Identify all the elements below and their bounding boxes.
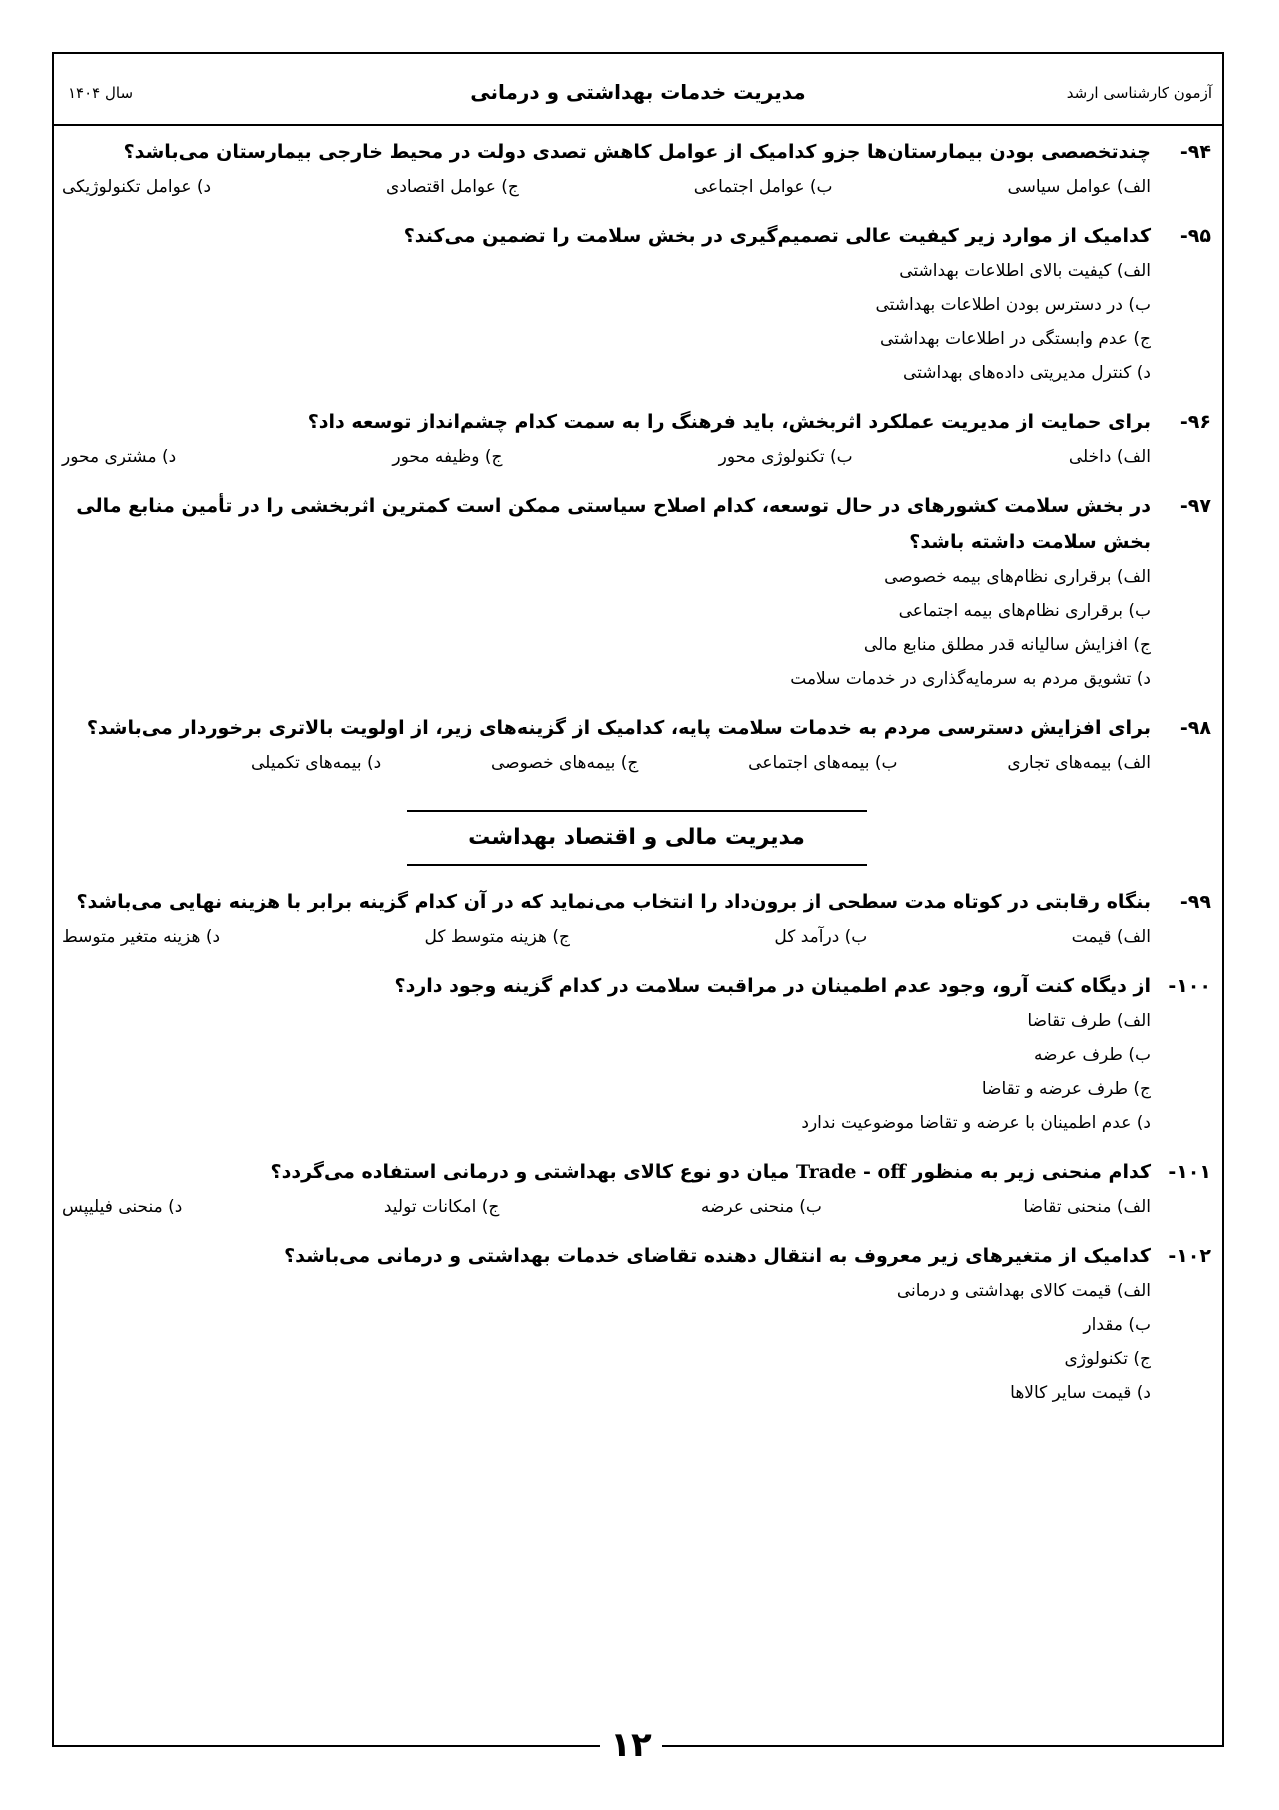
question-text: برای حمایت از مدیریت عملکرد اثربخش، باید فرهنگ را به سمت کدام چشم‌انداز توسعه داد؟: [307, 411, 1151, 433]
option-b: ب) عوامل اجتماعی: [693, 177, 833, 197]
question-text: بنگاه رقابتی در کوتاه مدت سطحی از برون‌داد را انتخاب می‌نماید که در آن کدام گزینه برابر با هزینه نهایی می‌باشد؟: [76, 891, 1151, 913]
question-number: ۹۵-: [1179, 225, 1211, 247]
question-number: ۹۸-: [1179, 717, 1211, 739]
question-number: ۱۰۲-: [1168, 1245, 1211, 1267]
question-100: [62, 968, 1211, 1140]
question-text: از دیگاه کنت آرو، وجود عدم اطمینان در مراقبت سلامت در کدام گزینه وجود دارد؟: [394, 975, 1151, 997]
question-102: [62, 1238, 1211, 1410]
option-b: ب) درآمد کل: [774, 927, 868, 947]
option-a: الف) کیفیت بالای اطلاعات بهداشتی: [899, 261, 1151, 281]
option-d: د) بیمه‌های تکمیلی: [251, 753, 382, 773]
option-d: د) عوامل تکنولوژیکی: [62, 177, 212, 197]
options-row: [251, 746, 1151, 780]
footer-line-right: [662, 1745, 1224, 1747]
question-number: ۱۰۰-: [1168, 975, 1211, 997]
option-c: ج) تکنولوژی: [1064, 1349, 1151, 1369]
option-a: الف) قیمت: [1071, 927, 1151, 947]
option-a: الف) منحنی تقاضا: [1023, 1197, 1151, 1217]
option-c: ج) افزایش سالیانه قدر مطلق منابع مالی: [863, 635, 1151, 655]
option-a: الف) طرف تقاضا: [1027, 1011, 1151, 1031]
option-b: ب) تکنولوژی محور: [718, 447, 853, 467]
option-b: ب) طرف عرضه: [1033, 1045, 1151, 1065]
question-97: [62, 488, 1211, 696]
option-d: د) عدم اطمینان با عرضه و تقاضا موضوعیت ندارد: [801, 1113, 1151, 1133]
option-c: ج) عوامل اقتصادی: [386, 177, 519, 197]
option-b: ب) در دسترس بودن اطلاعات بهداشتی: [875, 295, 1151, 315]
question-text-latin: Trade - off: [795, 1161, 906, 1183]
option-c: ج) بیمه‌های خصوصی: [491, 753, 639, 773]
section-title: مدیریت مالی و اقتصاد بهداشت: [407, 810, 867, 866]
page-number: ۱۲: [600, 1720, 662, 1770]
question-text: در بخش سلامت کشورهای در حال توسعه، کدام اصلاح سیاستی ممکن است کمترین اثربخشی را در تأمین منابع مالی بخش سلامت داشته باشد؟: [76, 495, 1151, 553]
exam-year: سال ۱۴۰۴: [68, 84, 134, 102]
option-b: ب) مقدار: [1083, 1315, 1151, 1335]
question-99: [62, 884, 1211, 954]
option-c: ج) طرف عرضه و تقاضا: [981, 1079, 1151, 1099]
options-row: [62, 170, 1151, 204]
question-101: [62, 1154, 1211, 1224]
option-a: الف) قیمت کالای بهداشتی و درمانی: [896, 1281, 1151, 1301]
options-row: [62, 920, 1151, 954]
page-header: [54, 54, 1222, 126]
option-a: الف) عوامل سیاسی: [1007, 177, 1151, 197]
question-94: [62, 134, 1211, 204]
option-d: د) قیمت سایر کالاها: [1010, 1383, 1151, 1403]
question-number: ۹۶-: [1179, 411, 1211, 433]
question-number: ۱۰۱-: [1168, 1161, 1211, 1183]
option-a: الف) داخلی: [1068, 447, 1151, 467]
question-number: ۹۴-: [1179, 141, 1211, 163]
option-a: الف) برقراری نظام‌های بیمه خصوصی: [884, 567, 1151, 587]
option-c: ج) عدم وابستگی در اطلاعات بهداشتی: [880, 329, 1151, 349]
option-b: ب) منحنی عرضه: [700, 1197, 822, 1217]
exam-label: آزمون کارشناسی ارشد: [1066, 84, 1212, 102]
question-text: چندتخصصی بودن بیمارستان‌ها جزو کدامیک از عوامل کاهش تصدی دولت در محیط خارجی بیمارستان می‌باشد؟: [123, 141, 1151, 163]
question-text: برای افزایش دسترسی مردم به خدمات سلامت پایه، کدامیک از گزینه‌های زیر، از اولویت بالاتری برخوردار می‌باشد؟: [86, 717, 1151, 739]
option-d: د) مشتری محور: [62, 447, 177, 467]
option-d: د) کنترل مدیریتی داده‌های بهداشتی: [902, 363, 1151, 383]
options-row: [62, 440, 1151, 474]
option-d: د) هزینه متغیر متوسط: [62, 927, 221, 947]
option-d: د) منحنی فیلیپس: [62, 1197, 183, 1217]
question-text-part: کدام منحنی زیر به منظور: [912, 1161, 1151, 1183]
options-row: [62, 1190, 1151, 1224]
question-95: [62, 218, 1211, 390]
question-96: [62, 404, 1211, 474]
question-text-part: میان دو نوع کالای بهداشتی و درمانی استفاده می‌گردد؟: [270, 1161, 790, 1183]
option-b: ب) بیمه‌های اجتماعی: [748, 753, 898, 773]
page-content: [62, 134, 1211, 1424]
question-98: [62, 710, 1211, 780]
option-c: ج) امکانات تولید: [383, 1197, 500, 1217]
question-text: کدامیک از متغیرهای زیر معروف به انتقال دهنده تقاضای خدمات بهداشتی و درمانی می‌باشد؟: [284, 1245, 1151, 1267]
question-number: ۹۹-: [1179, 891, 1211, 913]
question-text: [62, 1154, 1151, 1190]
footer-line-left: [52, 1745, 600, 1747]
option-a: الف) بیمه‌های تجاری: [1007, 753, 1151, 773]
option-b: ب) برقراری نظام‌های بیمه اجتماعی: [898, 601, 1151, 621]
option-d: د) تشویق مردم به سرمایه‌گذاری در خدمات سلامت: [790, 669, 1151, 689]
question-text: کدامیک از موارد زیر کیفیت عالی تصمیم‌گیری در بخش سلامت را تضمین می‌کند؟: [403, 225, 1151, 247]
option-c: ج) هزینه متوسط کل: [424, 927, 570, 947]
option-c: ج) وظیفه محور: [392, 447, 503, 467]
page-title: مدیریت خدمات بهداشتی و درمانی: [470, 80, 806, 104]
question-number: ۹۷-: [1179, 495, 1211, 517]
